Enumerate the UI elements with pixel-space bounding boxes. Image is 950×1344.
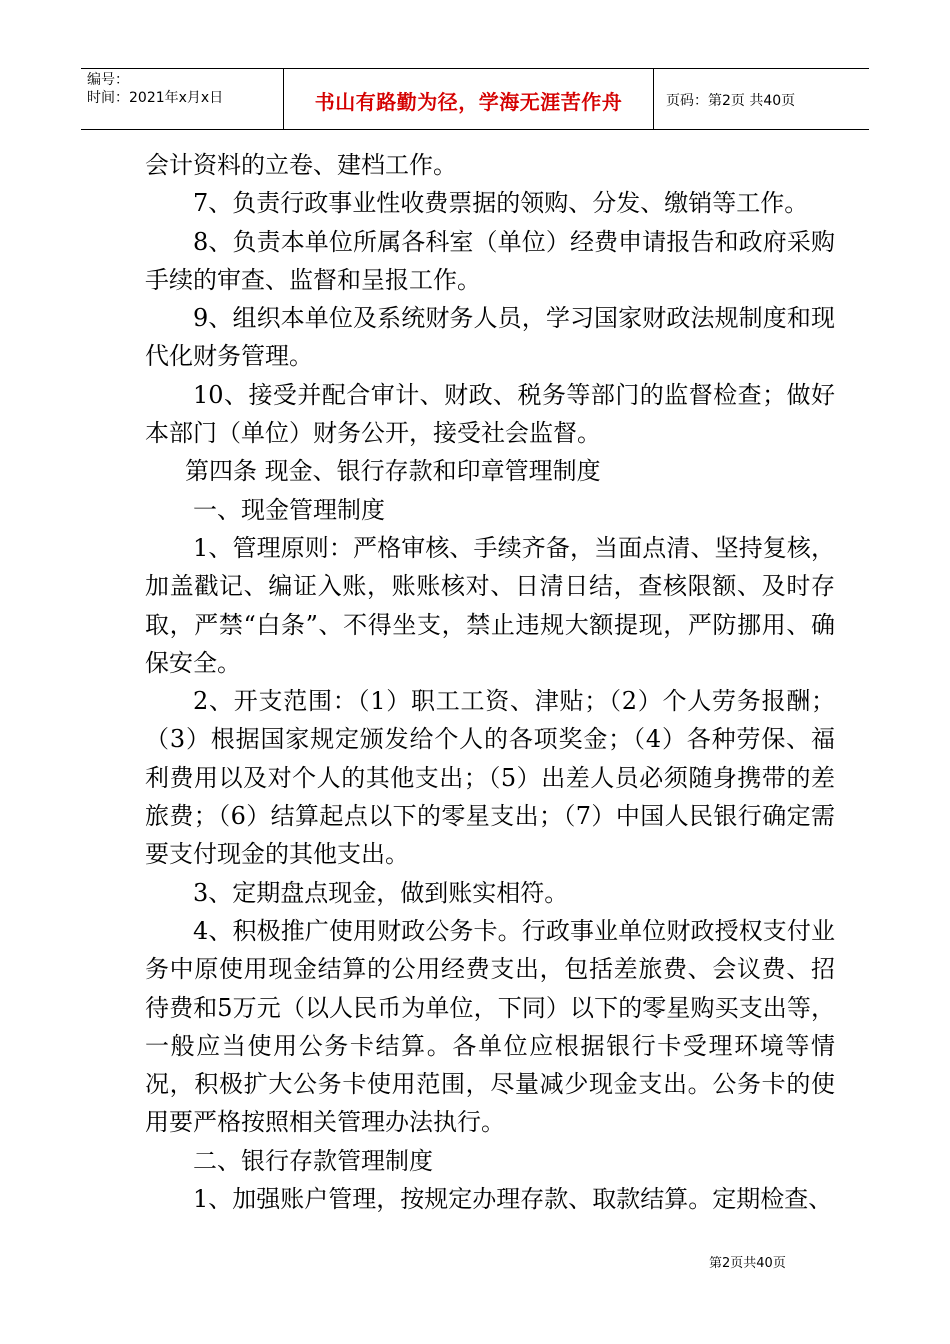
- paragraph: 4、积极推广使用财政公务卡。行政事业单位财政授权支付业务中原使用现金结算的公用经费支出，包括差旅费、会议费、招待费和5万元（以人民币为单位，下同）以下的零星购买支出等，一般应当使用公务卡结算。各单位应根据银行卡受理环境等情况，积极扩大公务卡使用范围，尽量减少现金支出。公务卡的使用要严格按照相关管理办法执行。: [145, 916, 835, 1137]
- paragraph: 7、负责行政事业性收费票据的领购、分发、缴销等工作。: [193, 189, 809, 218]
- paragraph: 2、开支范围：（1）职工工资、津贴；（2）个人劳务报酬；（3）根据国家规定颁发给个人的各项奖金；（4）各种劳保、福利费用以及对个人的其他支出；（5）出差人员必须随身携带的差旅费；（6）结算起点以下的零星支出；（7）中国人民银行确定需要支付现金的其他支出。: [145, 687, 835, 869]
- header-divider: [653, 69, 654, 129]
- paragraph: 1、加强账户管理，按规定办理存款、取款结算。定期检查、: [193, 1185, 833, 1214]
- document-header: [81, 68, 869, 130]
- paragraph: 10、接受并配合审计、财政、税务等部门的监督检查；做好本部门（单位）财务公开，接受社会监督。: [145, 380, 835, 448]
- header-number: 编号：: [87, 72, 129, 88]
- header-meta: [87, 71, 223, 107]
- paragraph: 9、组织本单位及系统财务人员，学习国家财政法规制度和现代化财务管理。: [145, 304, 835, 371]
- paragraph: 3、定期盘点现金，做到账实相符。: [193, 878, 569, 907]
- paragraph: 8、负责本单位所属各科室（单位）经费申请报告和政府采购手续的审查、监督和呈报工作。: [145, 227, 835, 294]
- page-footer: 第2页共40页: [709, 1256, 786, 1271]
- section-heading: 第四条 现金、银行存款和印章管理制度: [185, 457, 601, 486]
- header-motto: 书山有路勤为径，学海无涯苦作舟: [314, 90, 623, 114]
- header-time: 时间：2021年x月x日: [87, 90, 224, 106]
- subsection-heading: 一、现金管理制度: [193, 495, 385, 524]
- paragraph: 会计资料的立卷、建档工作。: [145, 151, 457, 179]
- paragraph: 1、管理原则：严格审核、手续齐备，当面点清、坚持复核，加盖戳记、编证入账，账账核对、日清日结，查核限额、及时存取，严禁“白条”、不得坐支，禁止违规大额提现，严防挪用、确保安全。: [145, 533, 835, 677]
- document-body: [145, 146, 835, 1218]
- subsection-heading: 二、银行存款管理制度: [193, 1146, 433, 1175]
- header-page-info: 页码：第2页 共40页: [666, 93, 796, 109]
